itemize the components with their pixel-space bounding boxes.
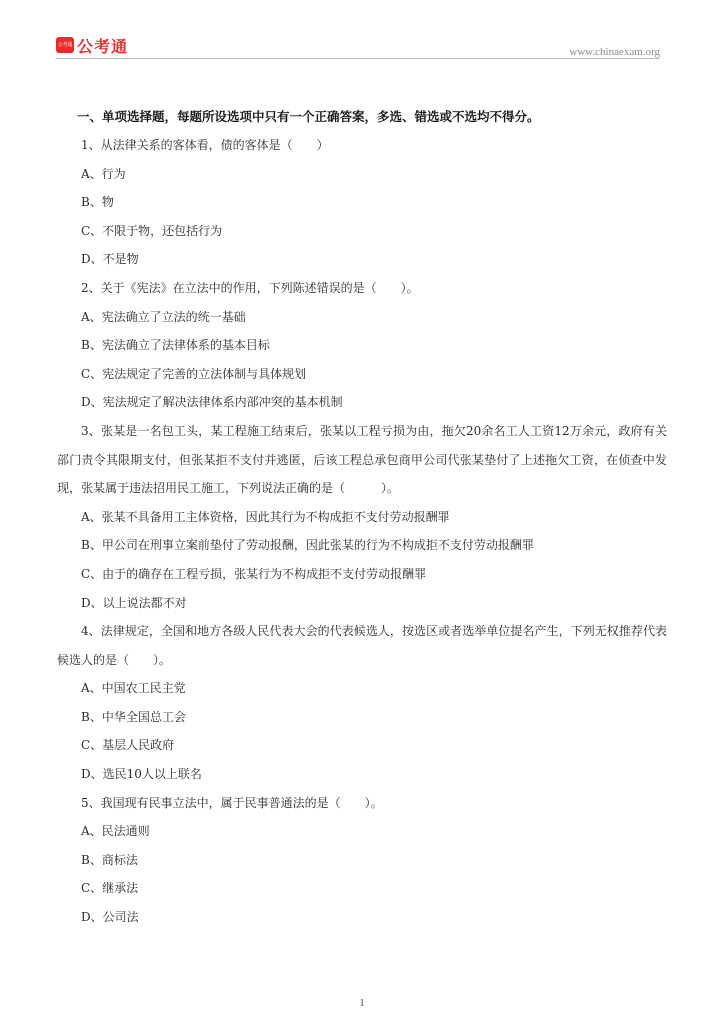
option-a: A、宪法确立了立法的统一基础 xyxy=(81,309,246,324)
option-c: C、基层人民政府 xyxy=(81,738,175,753)
logo xyxy=(56,35,128,55)
option-b: B、甲公司在刑事立案前垫付了劳动报酬，因此张某的行为不构成拒不支付劳动报酬罪 xyxy=(81,538,534,553)
option-b: B、商标法 xyxy=(81,852,138,867)
question-2 xyxy=(57,274,667,417)
logo-text: 公考通 xyxy=(77,36,129,56)
option-a: A、行为 xyxy=(81,166,126,181)
question-stem: 3、张某是一名包工头，某工程施工结束后，张某以工程亏损为由，拖欠20余名工人工资12万余元，政府有关部门责令其限期支付，但张某拒不支付并逃匿，后该工程总承包商甲公司代张某垫付了上述拖欠工资，在侦查中发现，张某属于违法招用民工施工，下列说法正确的是（ ）。 xyxy=(57,423,667,496)
site-url: www.chinaexam.org xyxy=(569,46,660,58)
question-5 xyxy=(57,789,667,932)
option-c: C、由于的确存在工程亏损，张某行为不构成拒不支付劳动报酬罪 xyxy=(81,566,427,581)
logo-badge-icon: 公考通 xyxy=(56,37,74,53)
exam-content xyxy=(57,103,667,932)
option-c: C、继承法 xyxy=(81,881,139,896)
question-3 xyxy=(57,417,667,617)
option-b: B、宪法确立了法律体系的基本目标 xyxy=(81,338,270,353)
question-1 xyxy=(57,131,667,274)
option-b: B、物 xyxy=(81,195,114,210)
page-number: 1 xyxy=(359,998,365,1009)
question-stem: 4、法律规定，全国和地方各级人民代表大会的代表候选人，按选区或者选举单位提名产生，下列无权推荐代表候选人的是（ ）。 xyxy=(57,624,667,667)
option-a: A、中国农工民主党 xyxy=(81,681,186,696)
question-stem: 1、从法律关系的客体看，债的客体是（ ） xyxy=(81,138,329,152)
option-b: B、中华全国总工会 xyxy=(81,709,186,724)
page-header xyxy=(0,0,724,60)
option-a: A、民法通则 xyxy=(81,824,150,839)
option-d: D、公司法 xyxy=(81,910,139,925)
section-title: 一、单项选择题，每题所设选项中只有一个正确答案，多选、错选或不选均不得分。 xyxy=(77,109,540,124)
option-c: C、不限于物，还包括行为 xyxy=(81,223,223,238)
option-d: D、宪法规定了解决法律体系内部冲突的基本机制 xyxy=(81,395,343,410)
option-c: C、宪法规定了完善的立法体制与具体规划 xyxy=(81,366,307,381)
option-d: D、不是物 xyxy=(81,252,139,267)
question-stem: 5、我国现有民事立法中，属于民事普通法的是（ ）。 xyxy=(81,795,383,810)
question-4 xyxy=(57,617,667,789)
question-stem: 2、关于《宪法》在立法中的作用，下列陈述错误的是（ ）。 xyxy=(81,280,419,295)
header-divider xyxy=(56,58,660,59)
option-d: D、选民10人以上联名 xyxy=(81,767,202,782)
option-a: A、张某不具备用工主体资格，因此其行为不构成拒不支付劳动报酬罪 xyxy=(81,509,450,524)
option-d: D、以上说法都不对 xyxy=(81,595,187,610)
